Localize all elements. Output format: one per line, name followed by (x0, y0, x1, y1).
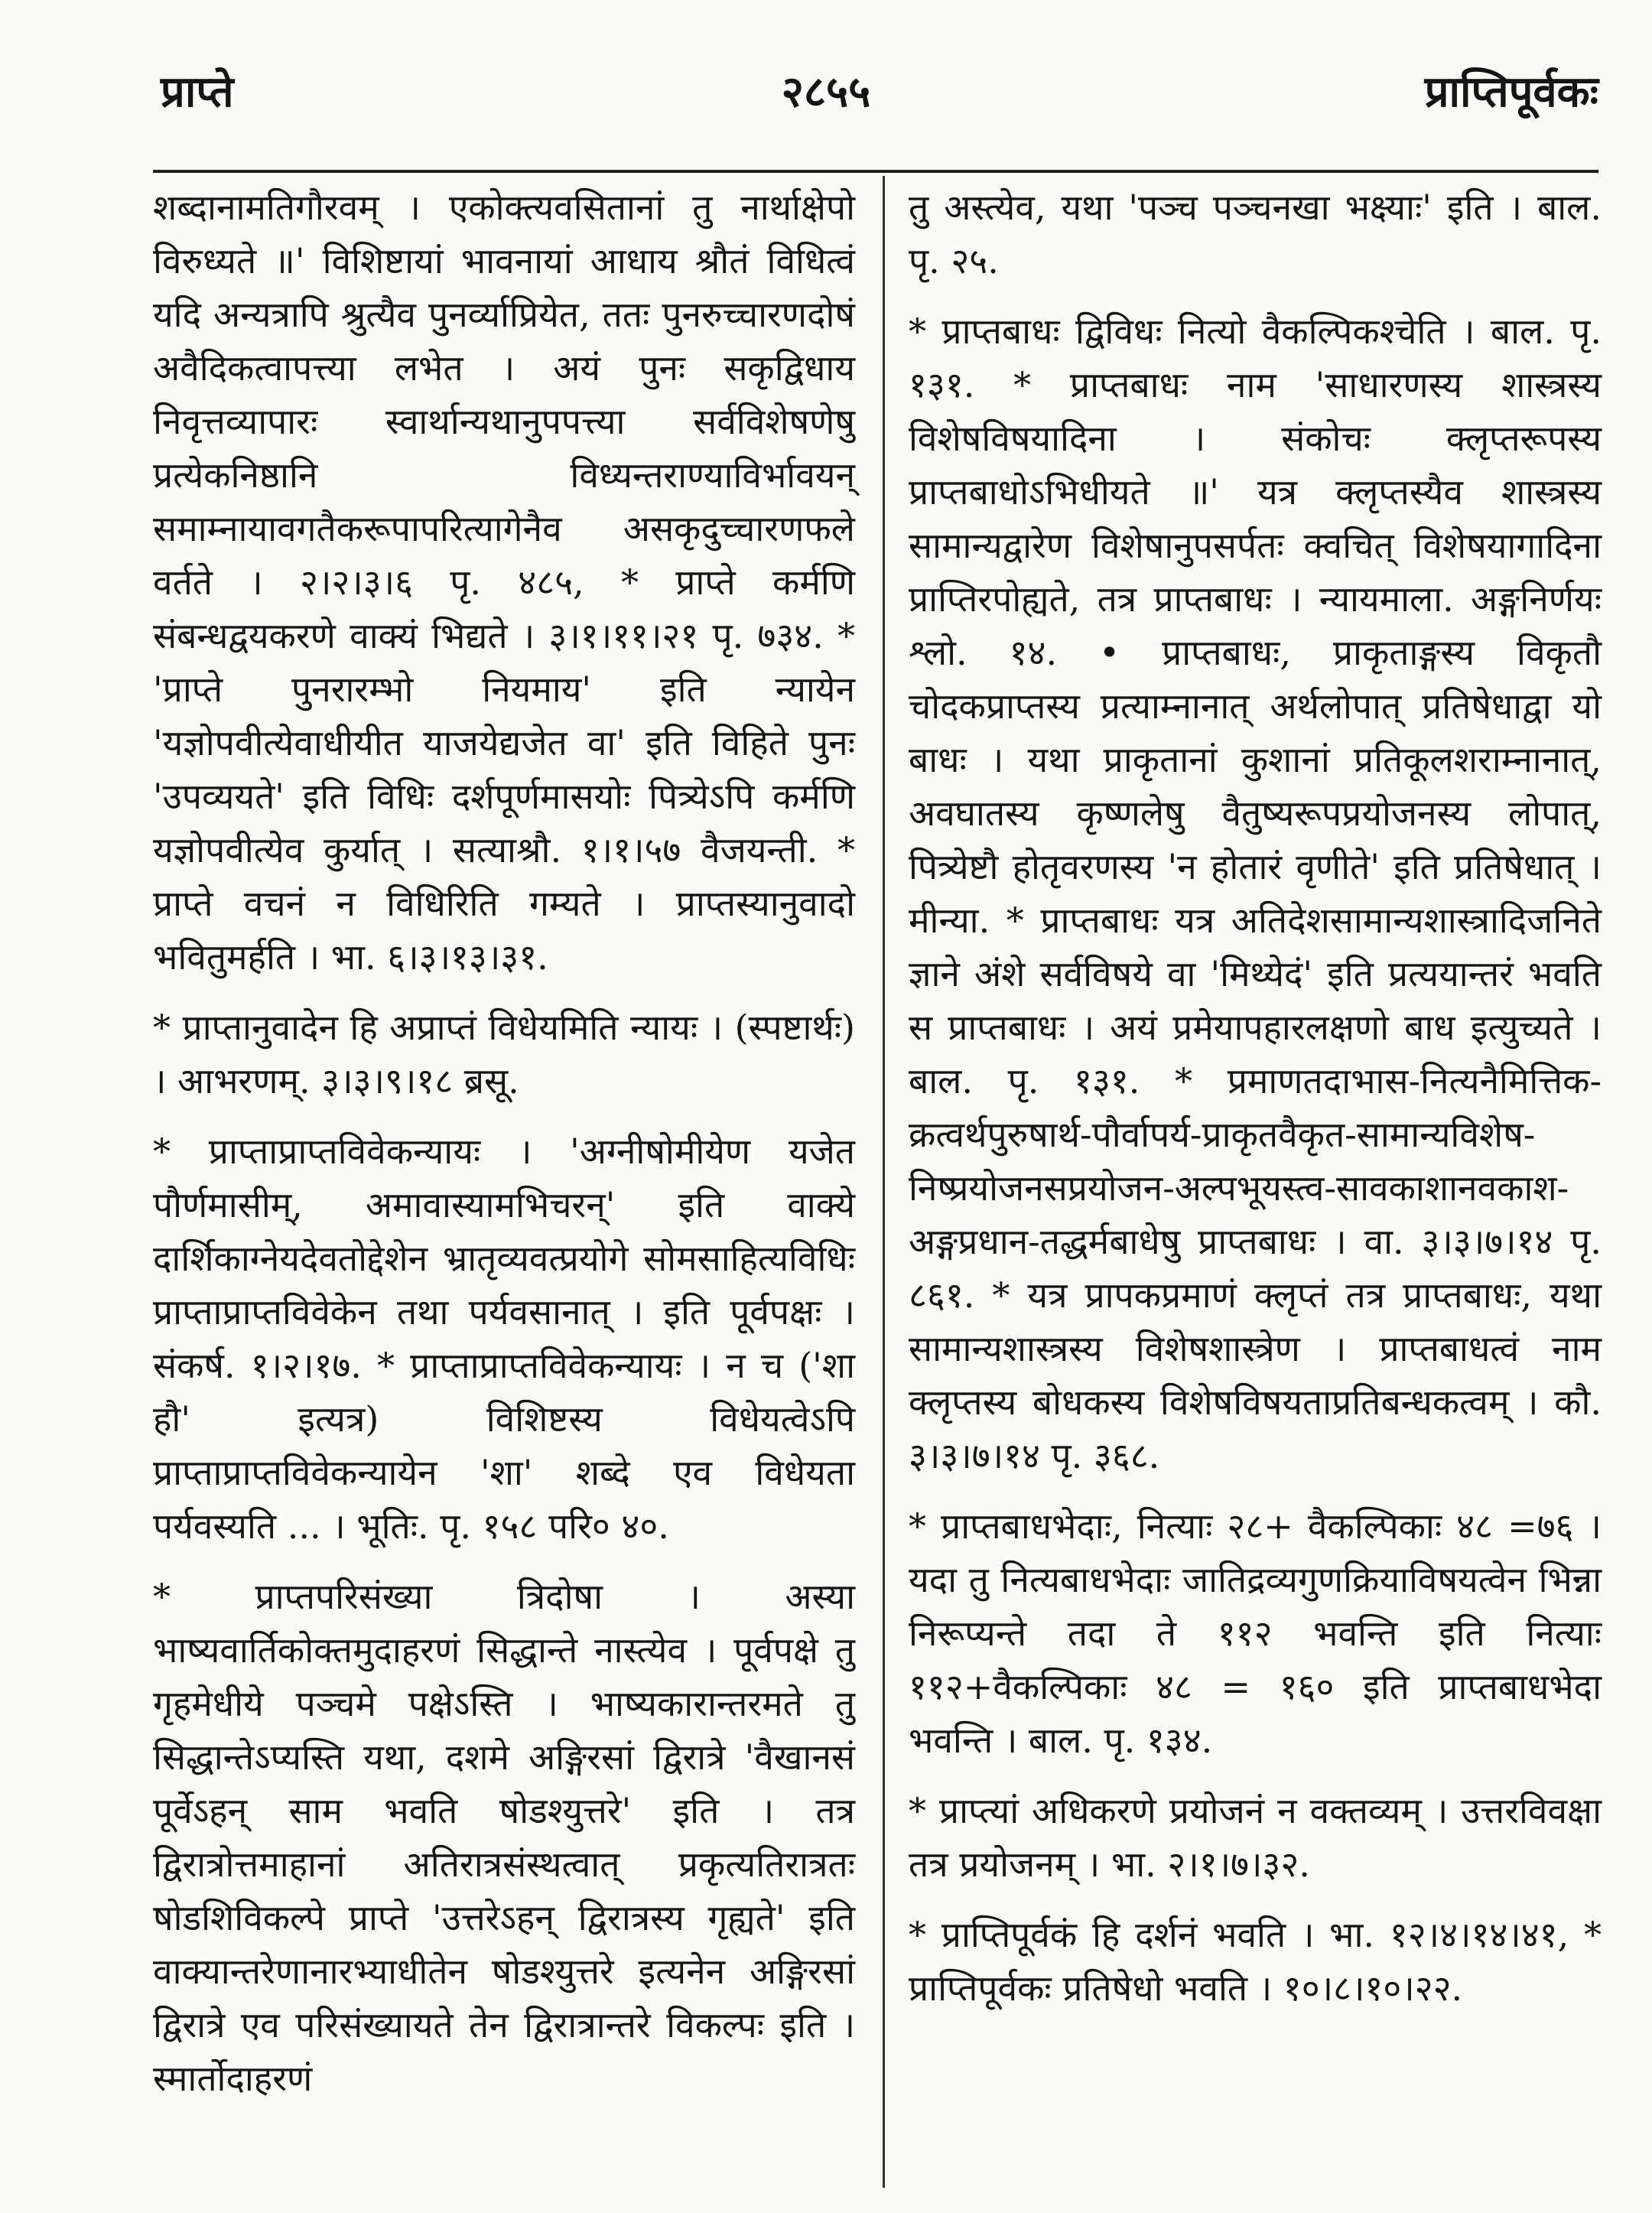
entry-paragraph: * प्राप्तबाधः द्विविधः नित्यो वैकल्पिकश्चेति । बाल. पृ. १३१. * प्राप्तबाधः नाम 'साधारणस्य शास्त्रस्य विशेषविषयादिना । संकोचः क्लृप्तरूपस्य प्राप्तबाधोऽभिधीयते ॥' यत्र क्लृप्तस्यैव शास्त्रस्य सामान्यद्वारेण विशेषानुपसर्पतः क्वचित् विशेषयागादिना प्राप्तिरपोह्यते, तत्र प्राप्तबाधः । न्यायमाला. अङ्गनिर्णयः श्लो. १४. • प्राप्तबाधः, प्राकृताङ्गस्य विकृतौ चोदकप्राप्तस्य प्रत्याम्नानात् अर्थलोपात् प्रतिषेधाद्वा यो बाधः । यथा प्राकृतानां कुशानां प्रतिकूलशराम्नानात्, अवघातस्य कृष्णलेषु वैतुष्यरूपप्रयोजनस्य लोपात्, पित्र्येष्टौ होतृवरणस्य 'न होतारं वृणीते' इति प्रतिषेधात् । मीन्या. * प्राप्तबाधः यत्र अतिदेशसामान्यशास्त्रादिजनिते ज्ञाने अंशे सर्वविषये वा 'मिथ्येदं' इति प्रत्ययान्तरं भवति स प्राप्तबाधः । अयं प्रमेयापहारलक्षणो बाध इत्युच्यते । बाल. पृ. १३१. * प्रमाणतदाभास-नित्यनैमित्तिक-क्रत्वर्थपुरुषार्थ-पौर्वापर्य-प्राकृतवैकृत-सामान्यविशेष-निष्प्रयोजनसप्रयोजन-अल्पभूयस्त्व-सावकाशानवकाश-अङ्गप्रधान-तद्धर्मबाधेषु प्राप्तबाधः । वा. ३।३।७।१४ पृ. ८६१. * यत्र प्रापकप्रमाणं क्लृप्तं तत्र प्राप्तबाधः, यथा सामान्यशास्त्रस्य विशेषशास्त्रेण । प्राप्तबाधत्वं नाम क्लृप्तस्य बोधकस्य विशेषविषयताप्रतिबन्धकत्वम् । कौ. ३।३।७।१४ पृ. ३६८. (909, 311, 1602, 1476)
entry-paragraph: * प्राप्तबाधभेदाः, नित्याः २८+ वैकल्पिकाः ४८ =७६ । यदा तु नित्यबाधभेदाः जातिद्रव्यगुणक्रियाविषयत्वेन भिन्ना निरूप्यन्ते तदा ते ११२ भवन्ति इति नित्याः ११२+वैकल्पिकाः ४८ = १६० इति प्राप्तबाधभेदा भवन्ति । बाल. पृ. १३४. (909, 1505, 1602, 1761)
entry-paragraph: * प्राप्तपरिसंख्या त्रिदोषा । अस्या भाष्यवार्तिकोक्तमुदाहरणं सिद्धान्ते नास्त्येव । पूर्वपक्षे तु गृहमेधीये पञ्चमे पक्षेऽस्ति । भाष्यकारान्तरमते तु सिद्धान्तेऽप्यस्ति यथा, दशमे अङ्गिरसां द्विरात्रे 'वैखानसं पूर्वेऽहन् साम भवति षोडश्युत्तरे' इति । तत्र द्विरात्रोत्तमाहानां अतिरात्रसंस्थत्वात् प्रकृत्यतिरात्रतः षोडशिविकल्पे प्राप्ते 'उत्तरेऽहन् द्विरात्रस्य गृह्यते' इति वाक्यान्तरेणानारभ्याधीतेन षोडश्युत्तरे इत्यनेन अङ्गिरसां द्विरात्रे एव परिसंख्यायते तेन द्विरात्रान्तरे विकल्पः इति । स्मार्तोदाहरणं (153, 1576, 855, 2099)
entry-paragraph: * प्राप्त्यां अधिकरणे प्रयोजनं न वक्तव्यम् । उत्तरविवक्षा तत्र प्रयोजनम् । भा. २।१।७।३२. (909, 1790, 1602, 1885)
entry-paragraph: तु अस्त्येव, यथा 'पञ्च पञ्चनखा भक्ष्याः' इति । बाल. पृ. २५. (909, 187, 1602, 282)
header-rule (153, 170, 1598, 173)
column-divider (883, 176, 885, 2188)
entry-paragraph: * प्राप्तानुवादेन हि अप्राप्तं विधेयमिति न्यायः । (स्पष्टार्थः) । आभरणम्. ३।३।९।१८ ब्रसू. (153, 1007, 855, 1102)
left-column (153, 181, 855, 2122)
right-column (909, 181, 1602, 2032)
header-right-guide-word: प्राप्तिपूर्वकः (1424, 67, 1598, 117)
page-number: २८५५ (781, 67, 871, 117)
entry-paragraph: शब्दानामतिगौरवम् । एकोक्त्यवसितानां तु नार्थाक्षेपो विरुध्यते ॥' विशिष्टायां भावनायां आधाय श्रौतं विधित्वं यदि अन्यत्रापि श्रुत्यैव पुनर्व्याप्रियेत, ततः पुनरुच्चारणदोषं अवैदिकत्वापत्त्या लभेत । अयं पुनः सकृद्विधाय निवृत्तव्यापारः स्वार्थान्यथानुपपत्त्या सर्वविशेषणेषु प्रत्येकनिष्ठानि विध्यन्तराण्याविर्भावयन् समाम्नायावगतैकरूपापरित्यागेनैव असकृदुच्चारणफले वर्तते । २।२।३।६ पृ. ४८५, * प्राप्ते कर्मणि संबन्धद्वयकरणे वाक्यं भिद्यते । ३।१।११।२१ पृ. ७३४. * 'प्राप्ते पुनरारम्भो नियमाय' इति न्यायेन 'यज्ञोपवीत्येवाधीयीत याजयेद्यजेत वा' इति विहिते पुनः 'उपव्ययते' इति विधिः दर्शपूर्णमासयोः पित्र्येऽपि कर्मणि यज्ञोपवीत्येव कुर्यात् । सत्याश्रौ. १।१।५७ वैजयन्ती. * प्राप्ते वचनं न विधिरिति गम्यते । प्राप्तस्यानुवादो भवितुमर्हति । भा. ६।३।१३।३१. (153, 187, 855, 978)
header-left-guide-word: प्राप्ते (161, 67, 234, 117)
entry-paragraph: * प्राप्तिपूर्वकं हि दर्शनं भवति । भा. १२।४।१४।४१, * प्राप्तिपूर्वकः प्रतिषेधो भवति । १०।८।१०।२२. (909, 1914, 1602, 2009)
entry-paragraph: * प्राप्ताप्राप्तविवेकन्यायः । 'अग्नीषोमीयेण यजेत पौर्णमासीम्, अमावास्यामभिचरन्' इति वाक्ये दार्शिकाग्नेयदेवतोद्देशेन भ्रातृव्यवत्प्रयोगे सोमसाहित्यविधिः प्राप्ताप्राप्तविवेकेन तथा पर्यवसानात् । इति पूर्वपक्षः । संकर्ष. १।२।१७. * प्राप्ताप्राप्तविवेकन्यायः । न च ('शा हौ' इत्यत्र) विशिष्टस्य विधेयत्वेऽपि प्राप्ताप्राप्तविवेकन्यायेन 'शा' शब्दे एव विधेयता पर्यवस्यति ... । भूतिः. पृ. १५८ परि० ४०. (153, 1131, 855, 1547)
